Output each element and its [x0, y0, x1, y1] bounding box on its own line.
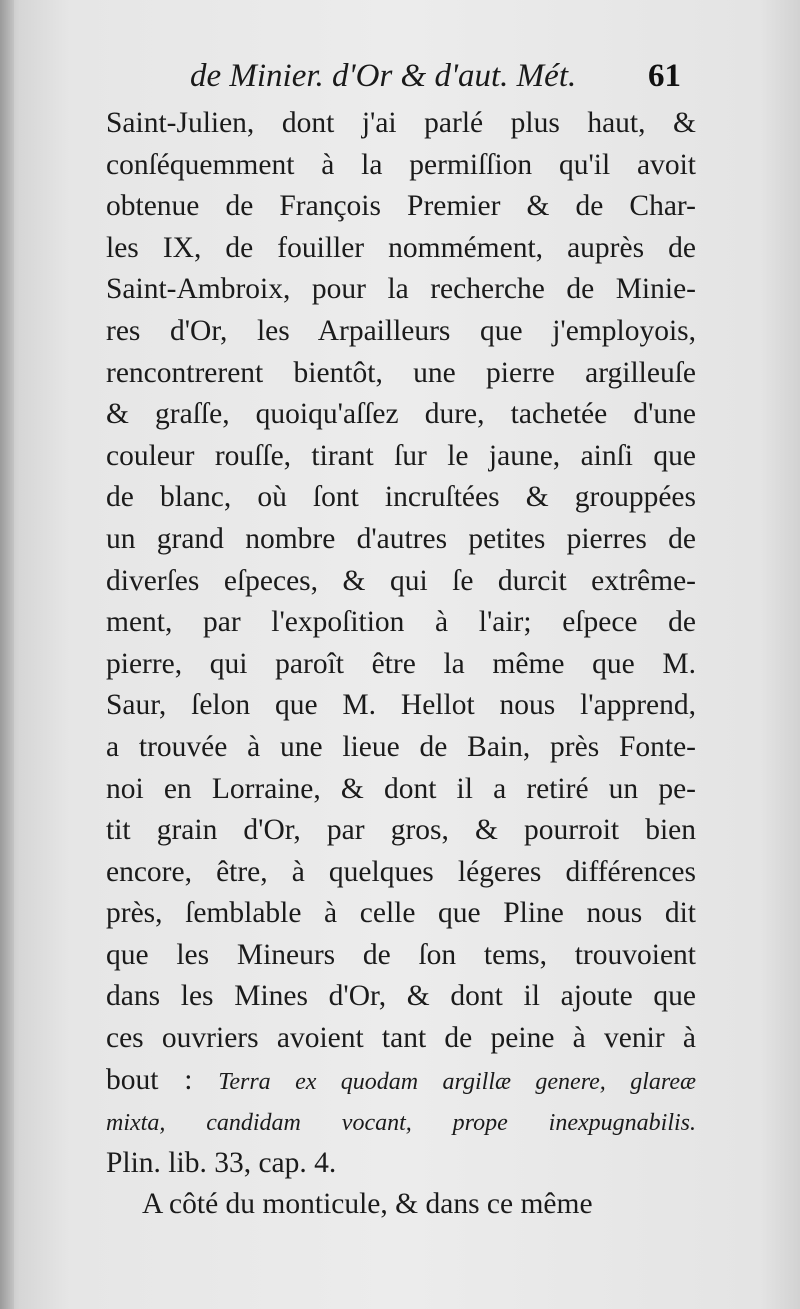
- text-line: Saint-Julien, dont j'ai parlé plus haut, &: [106, 107, 696, 139]
- text-line: rencontrerent bientôt, une pierre argilleuſe: [106, 356, 696, 389]
- quote-line: [106, 1060, 696, 1102]
- quote-line: [106, 1101, 696, 1143]
- body-text: [106, 103, 696, 1226]
- text-line: obtenue de François Premier & de Char-: [106, 190, 696, 223]
- text-line: un grand nombre d'autres petites pierres de: [106, 522, 696, 555]
- text-line: dans les Mines d'Or, & dont il ajoute que: [106, 980, 696, 1013]
- text-line: diverſes eſpeces, & qui ſe durcit extrême-: [106, 564, 696, 597]
- text-line: a trouvée à une lieue de Bain, près Fonte-: [106, 730, 696, 763]
- latin-quote: Terra ex quodam argillæ genere, glareæ: [218, 1068, 696, 1095]
- text-line: ces ouvriers avoient tant de peine à venir à: [106, 1022, 696, 1055]
- text-line: encore, être, à quelques légeres différences: [106, 855, 696, 888]
- text-line: de blanc, où ſont incruſtées & grouppées: [106, 481, 696, 514]
- running-title: de Minier. d'Or & d'aut. Mét.: [190, 58, 577, 94]
- text-line: près, ſemblable à celle que Pline nous dit: [106, 897, 696, 930]
- text-line: res d'Or, les Arpailleurs que j'employois,: [106, 314, 696, 347]
- quote-lead-word: bout :: [106, 1063, 193, 1096]
- text-line: conſéquemment à la permiſſion qu'il avoit: [106, 148, 696, 181]
- latin-quote: mixta, candidam vocant, prope inexpugnabilis.: [106, 1110, 696, 1137]
- citation: Plin. lib. 33, cap. 4.: [106, 1146, 337, 1179]
- text-line: couleur rouſſe, tirant ſur le jaune, ainſi que: [106, 439, 696, 472]
- text-line: noi en Lorraine, & dont il a retiré un pe-: [106, 772, 696, 805]
- page-number: 61: [648, 58, 681, 94]
- text-line: & graſſe, quoiqu'aſſez dure, tachetée d'une: [106, 398, 696, 431]
- text-line: que les Mineurs de ſon tems, trouvoient: [106, 938, 696, 971]
- text-line: Saur, ſelon que M. Hellot nous l'apprend,: [106, 689, 696, 722]
- text-line: tit grain d'Or, par gros, & pourroit bien: [106, 814, 696, 847]
- text-line: les IX, de fouiller nommément, auprès de: [106, 231, 696, 264]
- text-line: Saint-Ambroix, pour la recherche de Minie-: [106, 273, 696, 306]
- text-line: ment, par l'expoſition à l'air; eſpece de: [106, 606, 696, 639]
- next-paragraph-line: A côté du monticule, & dans ce même: [142, 1188, 593, 1221]
- text-line: pierre, qui paroît être la même que M.: [106, 647, 696, 680]
